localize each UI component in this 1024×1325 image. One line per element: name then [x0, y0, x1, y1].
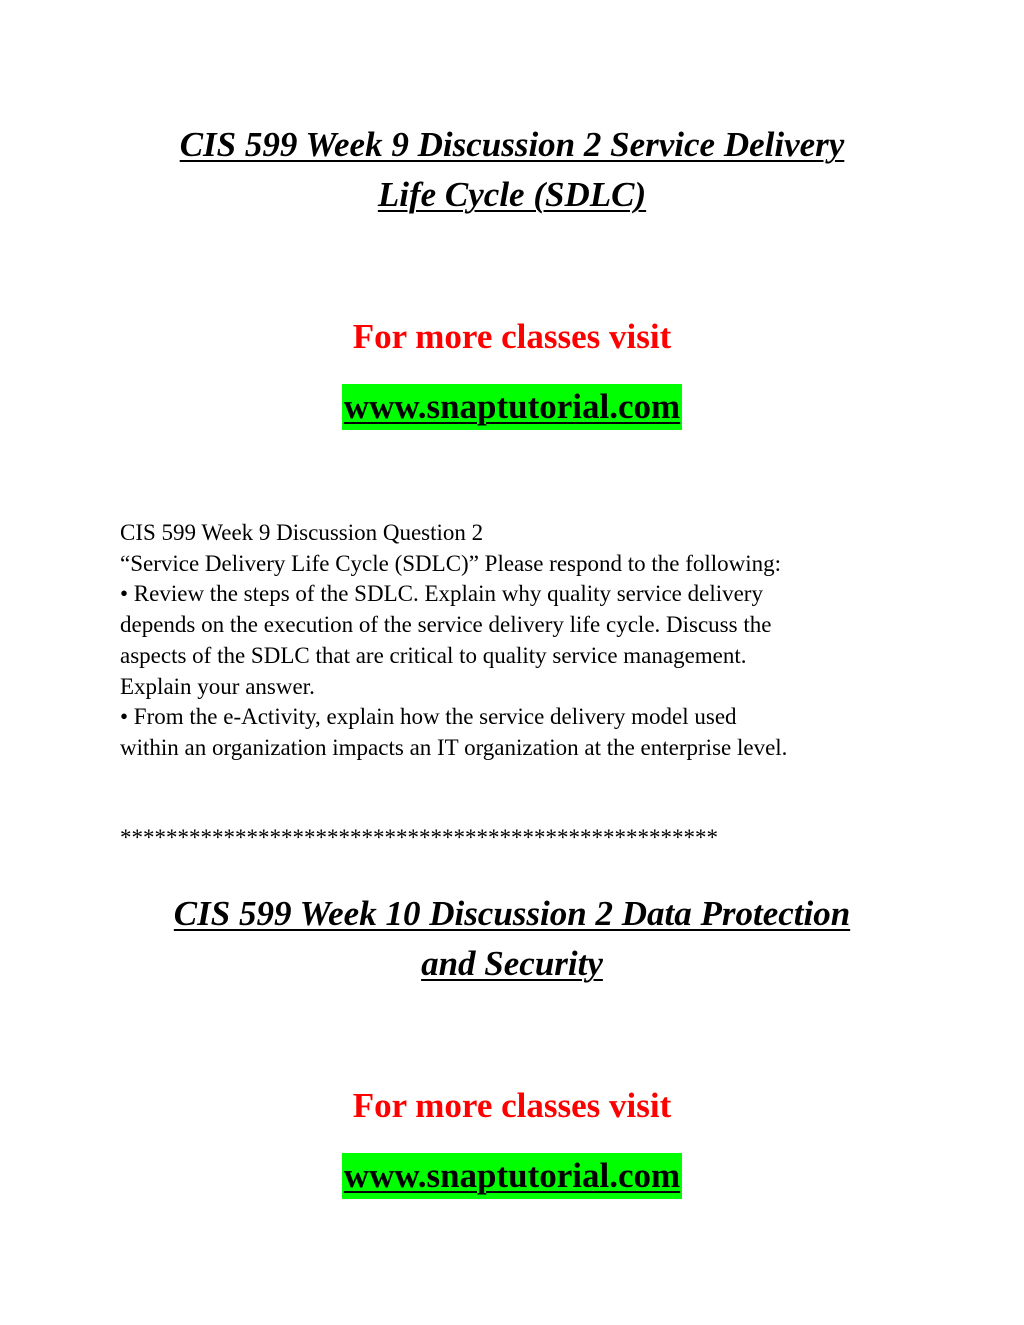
- section-1-link-container: [0, 384, 1024, 430]
- section-1-website-link[interactable]: www.snaptutorial.com: [342, 384, 682, 430]
- section-2-heading: [100, 889, 924, 989]
- section-1-heading-line-2: Life Cycle (SDLC): [377, 175, 647, 214]
- question-line-7: • From the e-Activity, explain how the service delivery model used: [120, 704, 737, 730]
- section-2-website-link[interactable]: www.snaptutorial.com: [342, 1153, 682, 1199]
- section-1-heading: [100, 120, 924, 220]
- asterisk-separator: ****************************************************: [120, 825, 718, 850]
- question-line-5: aspects of the SDLC that are critical to quality service management.: [120, 642, 747, 668]
- section-2-promo-text: For more classes visit: [352, 1086, 672, 1125]
- section-2-heading-line-1: CIS 599 Week 10 Discussion 2 Data Protection: [173, 894, 851, 933]
- question-line-4: depends on the execution of the service delivery life cycle. Discuss the: [120, 612, 772, 638]
- section-2-heading-line-2: and Security: [421, 944, 603, 983]
- section-2-link-container: [0, 1153, 1024, 1199]
- question-line-1: CIS 599 Week 9 Discussion Question 2: [120, 520, 484, 545]
- question-line-8: within an organization impacts an IT organization at the enterprise level.: [120, 734, 788, 760]
- section-1-promo-text: For more classes visit: [352, 317, 672, 356]
- question-line-6: Explain your answer.: [120, 673, 315, 699]
- question-line-3: • Review the steps of the SDLC. Explain why quality service delivery: [120, 581, 763, 607]
- discussion-question-body: [120, 518, 920, 764]
- question-line-2: “Service Delivery Life Cycle (SDLC)” Please respond to the following:: [120, 550, 782, 576]
- section-1-heading-line-1: CIS 599 Week 9 Discussion 2 Service Delivery: [179, 125, 845, 164]
